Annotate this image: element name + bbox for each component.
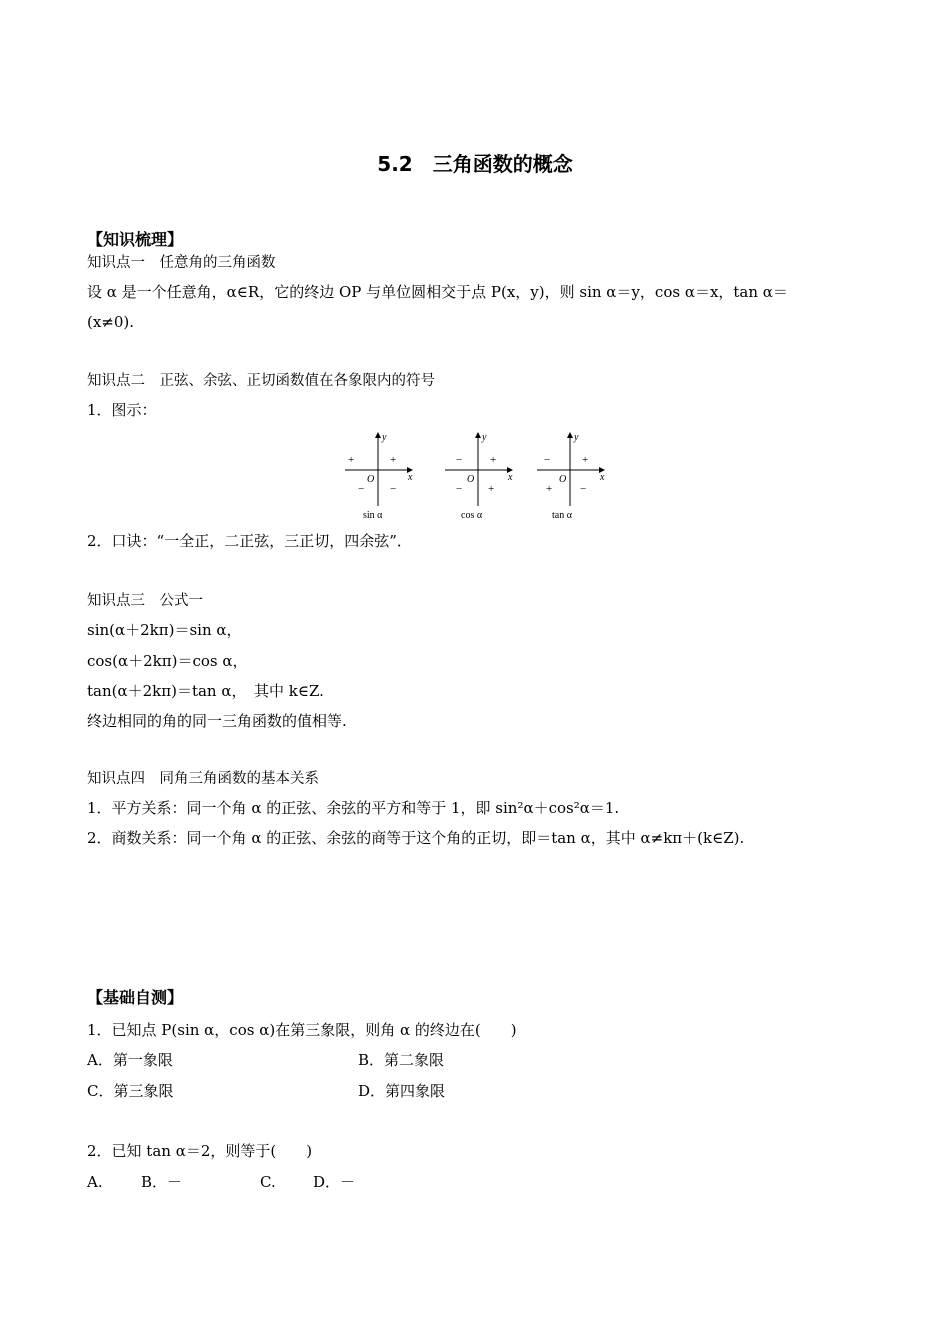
tan-q3-sign: + — [546, 483, 553, 495]
q2-stem: 2．已知 tan α＝2，则等于( ) — [87, 1142, 313, 1160]
tan-q4-sign: − — [580, 483, 587, 495]
q2-option-c: C. — [260, 1173, 276, 1191]
page-title: 5.2 三角函数的概念 — [377, 152, 573, 176]
kp2-item2: 2．口诀：“一全正，二正弦，三正切，四余弦”． — [87, 532, 412, 550]
q1-option-d: D．第四象限 — [358, 1082, 446, 1100]
cos-q1-sign: + — [490, 454, 497, 466]
kp4-item2: 2．商数关系：同一个角 α 的正弦、余弦的商等于这个角的正切，即＝tan α，其中 α≠kπ＋(k∈Z). — [87, 829, 745, 847]
kp3-line2: cos(α＋2kπ)＝cos α， — [87, 652, 248, 670]
tan-x-label: x — [600, 472, 605, 483]
tan-q2-sign: − — [544, 454, 551, 466]
cos-caption: cos α — [461, 510, 483, 521]
kp1-line2: (x≠0). — [87, 313, 135, 331]
q2-option-d: D．－ — [313, 1173, 356, 1191]
q2-option-a: A. — [87, 1173, 103, 1191]
section-header-selftest: 【基础自测】 — [87, 988, 184, 1007]
section-header-knowledge: 【知识梳理】 — [87, 230, 184, 249]
tan-origin-label: O — [559, 474, 567, 485]
kp1-title: 知识点一 任意角的三角函数 — [87, 255, 276, 271]
sin-q2-sign: + — [348, 454, 355, 466]
q1-stem: 1．已知点 P(sin α，cos α)在第三象限，则角 α 的终边在( ) — [87, 1021, 517, 1039]
kp3-title: 知识点三 公式一 — [87, 593, 203, 609]
cos-origin-label: O — [467, 474, 475, 485]
q1-option-b: B．第二象限 — [358, 1051, 445, 1069]
q1-option-a: A．第一象限 — [87, 1051, 173, 1069]
cos-x-label: x — [508, 472, 513, 483]
quadrant-sign-diagrams — [340, 428, 615, 524]
sin-y-label: y — [382, 432, 387, 443]
kp3-line1: sin(α＋2kπ)＝sin α， — [87, 621, 242, 639]
tan-y-label: y — [574, 432, 579, 443]
cos-q2-sign: − — [456, 454, 463, 466]
tan-q1-sign: + — [582, 454, 589, 466]
sin-origin-label: O — [367, 474, 375, 485]
q2-option-b: B．－ — [141, 1173, 183, 1191]
cos-diagram — [445, 432, 513, 521]
sin-x-label: x — [408, 472, 413, 483]
kp2-item1: 1．图示： — [87, 401, 157, 419]
sin-q4-sign: − — [390, 483, 397, 495]
kp3-line4: 终边相同的角的同一三角函数的值相等. — [87, 712, 347, 730]
sin-caption: sin α — [363, 510, 383, 521]
q1-option-c: C．第三象限 — [87, 1082, 174, 1100]
kp4-item1: 1．平方关系：同一个角 α 的正弦、余弦的平方和等于 1，即 sin²α＋cos²α＝1. — [87, 799, 620, 817]
cos-q4-sign: + — [488, 483, 495, 495]
sin-diagram — [345, 432, 413, 521]
cos-q3-sign: − — [456, 483, 463, 495]
sin-q1-sign: + — [390, 454, 397, 466]
kp1-line1: 设 α 是一个任意角，α∈R，它的终边 OP 与单位圆相交于点 P(x，y)，则 sin α＝y，cos α＝x，tan α＝ — [87, 283, 788, 301]
kp4-title: 知识点四 同角三角函数的基本关系 — [87, 771, 319, 787]
kp3-line3: tan(α＋2kπ)＝tan α， 其中 k∈Z. — [87, 682, 324, 700]
sin-q3-sign: − — [358, 483, 365, 495]
kp2-title: 知识点二 正弦、余弦、正切函数值在各象限内的符号 — [87, 373, 435, 389]
tan-diagram — [537, 432, 605, 521]
quadrant-diagrams-svg — [340, 428, 615, 524]
tan-caption: tan α — [552, 510, 572, 521]
cos-y-label: y — [482, 432, 487, 443]
